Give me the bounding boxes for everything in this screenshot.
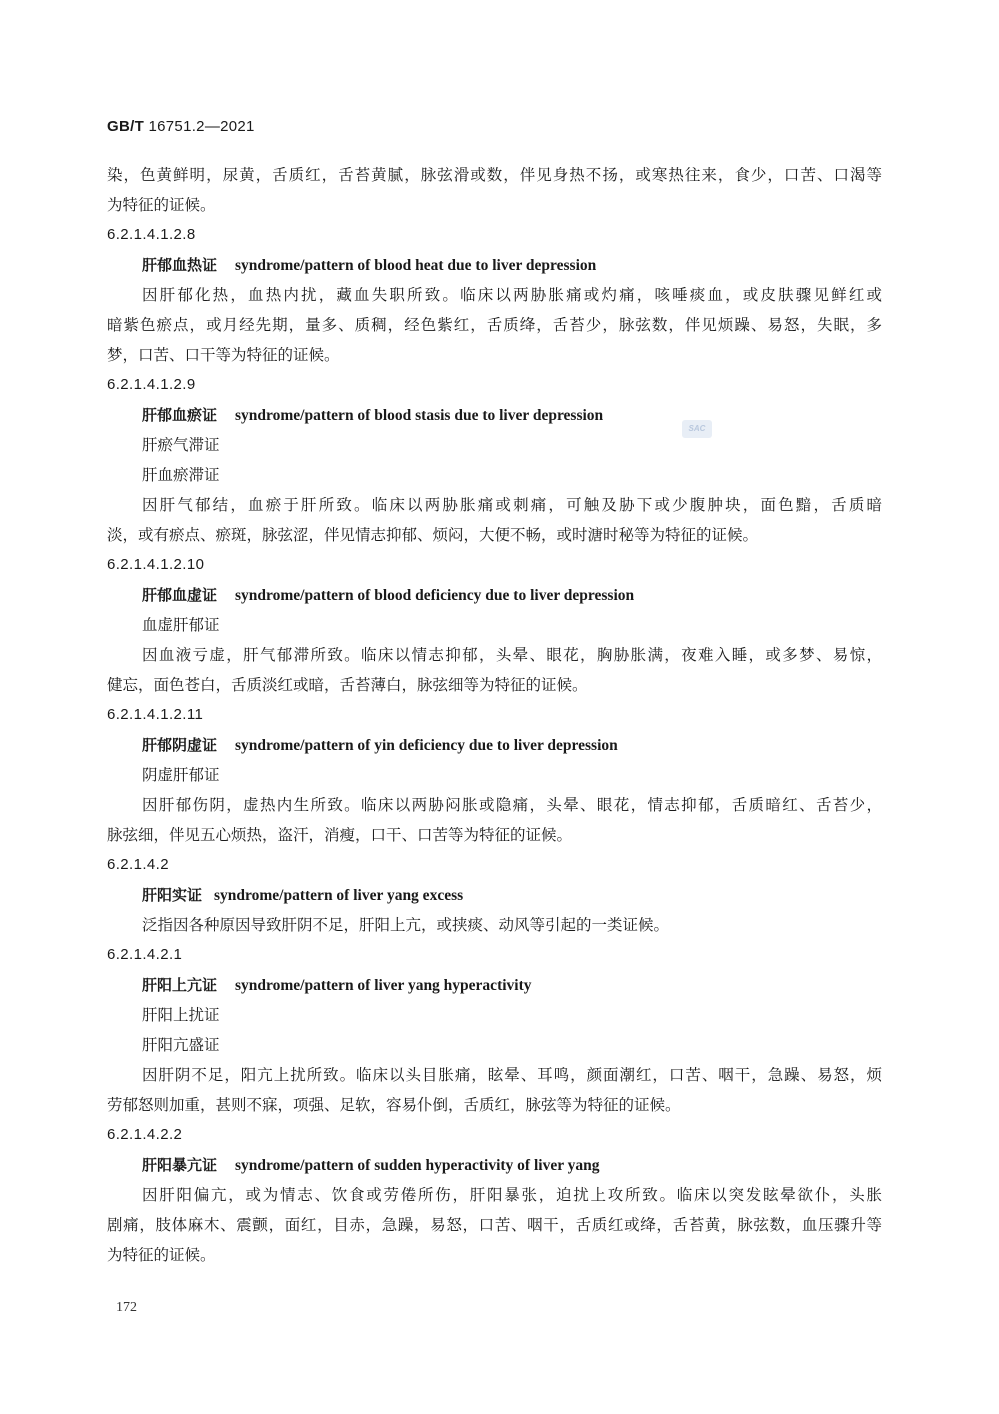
term-chinese: 肝阳暴亢证 [142, 1156, 218, 1174]
term-english: syndrome/pattern of liver yang excess [214, 887, 464, 904]
paragraph-line: 染，色黄鲜明，尿黄，舌质红，舌苔黄腻，脉弦滑或数，伴见身热不扬，或寒热往来，食少，口苦、口渴等 [107, 166, 882, 184]
paragraph-line: 因血液亏虚，肝气郁滞所致。临床以情志抑郁，头晕、眼花，胸胁胀满，夜难入睡，或多梦、易惊， [142, 646, 882, 664]
clause-number: 6.2.1.4.1.2.10 [107, 556, 205, 573]
sac-watermark: SAC [682, 420, 712, 438]
clause-number: 6.2.1.4.1.2.11 [107, 706, 204, 723]
paragraph-line: 暗紫色瘀点，或月经先期，量多、质稠，经色紫红，舌质绛，舌苔少，脉弦数，伴见烦躁、易怒，失眠，多 [107, 316, 882, 334]
paragraph-line: 梦，口苦、口干等为特征的证候。 [107, 346, 340, 364]
synonym-term: 肝瘀气滞证 [142, 436, 220, 454]
clause-number: 6.2.1.4.1.2.9 [107, 376, 196, 393]
paragraph-line: 因肝阴不足，阳亢上扰所致。临床以头目胀痛，眩晕、耳鸣，颜面潮红，口苦、咽干，急躁、易怒，烦 [142, 1066, 882, 1084]
term-chinese: 肝郁血瘀证 [142, 406, 218, 424]
paragraph-line: 泛指因各种原因导致肝阴不足，肝阳上亢，或挟痰、动风等引起的一类证候。 [142, 916, 670, 934]
paragraph-line: 剧痛，肢体麻木、震颤，面红，目赤，急躁，易怒，口苦、咽干，舌质红或绛，舌苔黄，脉弦数，血压骤升等 [107, 1216, 882, 1234]
clause-number: 6.2.1.4.2.1 [107, 946, 183, 963]
document-body [107, 160, 882, 1270]
term-chinese: 肝阳上亢证 [142, 976, 218, 994]
clause-number: 6.2.1.4.2.2 [107, 1126, 183, 1143]
synonym-term: 肝血瘀滞证 [142, 466, 220, 484]
paragraph-line: 脉弦细，伴见五心烦热，盗汗，消瘦，口干、口苦等为特征的证候。 [107, 826, 573, 844]
paragraph-line: 淡，或有瘀点、瘀斑，脉弦涩，伴见情志抑郁、烦闷，大便不畅，或时溏时秘等为特征的证候。 [107, 526, 759, 544]
term-entry [107, 730, 882, 760]
term-english: syndrome/pattern of yin deficiency due to liver depression [235, 737, 618, 754]
term-english: syndrome/pattern of blood stasis due to liver depression [235, 407, 604, 424]
term-chinese: 肝郁血虚证 [142, 586, 218, 604]
term-entry [107, 880, 882, 910]
term-entry [107, 250, 882, 280]
term-english: syndrome/pattern of blood heat due to liver depression [235, 257, 597, 274]
term-chinese: 肝郁阴虚证 [142, 736, 218, 754]
paragraph-line: 因肝气郁结，血瘀于肝所致。临床以两胁胀痛或刺痛，可触及胁下或少腹肿块，面色黯，舌质暗 [142, 496, 882, 514]
paragraph-line: 因肝郁伤阴，虚热内生所致。临床以两胁闷胀或隐痛，头晕、眼花，情志抑郁，舌质暗红、舌苔少， [142, 796, 882, 814]
term-english: syndrome/pattern of sudden hyperactivity of liver yang [235, 1157, 600, 1174]
term-entry [107, 400, 882, 430]
clause-number: 6.2.1.4.1.2.8 [107, 226, 196, 243]
term-entry [107, 580, 882, 610]
paragraph-line: 为特征的证候。 [107, 196, 216, 214]
term-chinese: 肝郁血热证 [142, 256, 218, 274]
standard-number: 16751.2—2021 [144, 118, 255, 135]
paragraph-line: 因肝阳偏亢，或为情志、饮食或劳倦所伤，肝阳暴张，迫扰上攻所致。临床以突发眩晕欲仆，头胀 [142, 1186, 882, 1204]
clause-number: 6.2.1.4.2 [107, 856, 169, 873]
term-entry [107, 970, 882, 1000]
paragraph-line: 为特征的证候。 [107, 1246, 216, 1264]
synonym-term: 血虚肝郁证 [142, 616, 220, 634]
synonym-term: 肝阳上扰证 [142, 1006, 220, 1024]
page-number: 172 [116, 1300, 137, 1315]
term-english: syndrome/pattern of blood deficiency due to liver depression [235, 587, 635, 604]
synonym-term: 阴虚肝郁证 [142, 766, 220, 784]
paragraph-line: 劳郁怒则加重，甚则不寐，项强、足软，容易仆倒，舌质红，脉弦等为特征的证候。 [107, 1096, 681, 1114]
term-chinese: 肝阳实证 [142, 886, 203, 904]
term-english: syndrome/pattern of liver yang hyperactivity [235, 977, 532, 994]
paragraph-line: 健忘，面色苍白，舌质淡红或暗，舌苔薄白，脉弦细等为特征的证候。 [107, 676, 588, 694]
term-entry [107, 1150, 882, 1180]
paragraph-line: 因肝郁化热，血热内扰，藏血失职所致。临床以两胁胀痛或灼痛，咳唾痰血，或皮肤骤见鲜红或 [142, 286, 882, 304]
standard-prefix: GB/T [107, 118, 145, 135]
synonym-term: 肝阳亢盛证 [142, 1036, 220, 1054]
document-header [107, 118, 255, 135]
